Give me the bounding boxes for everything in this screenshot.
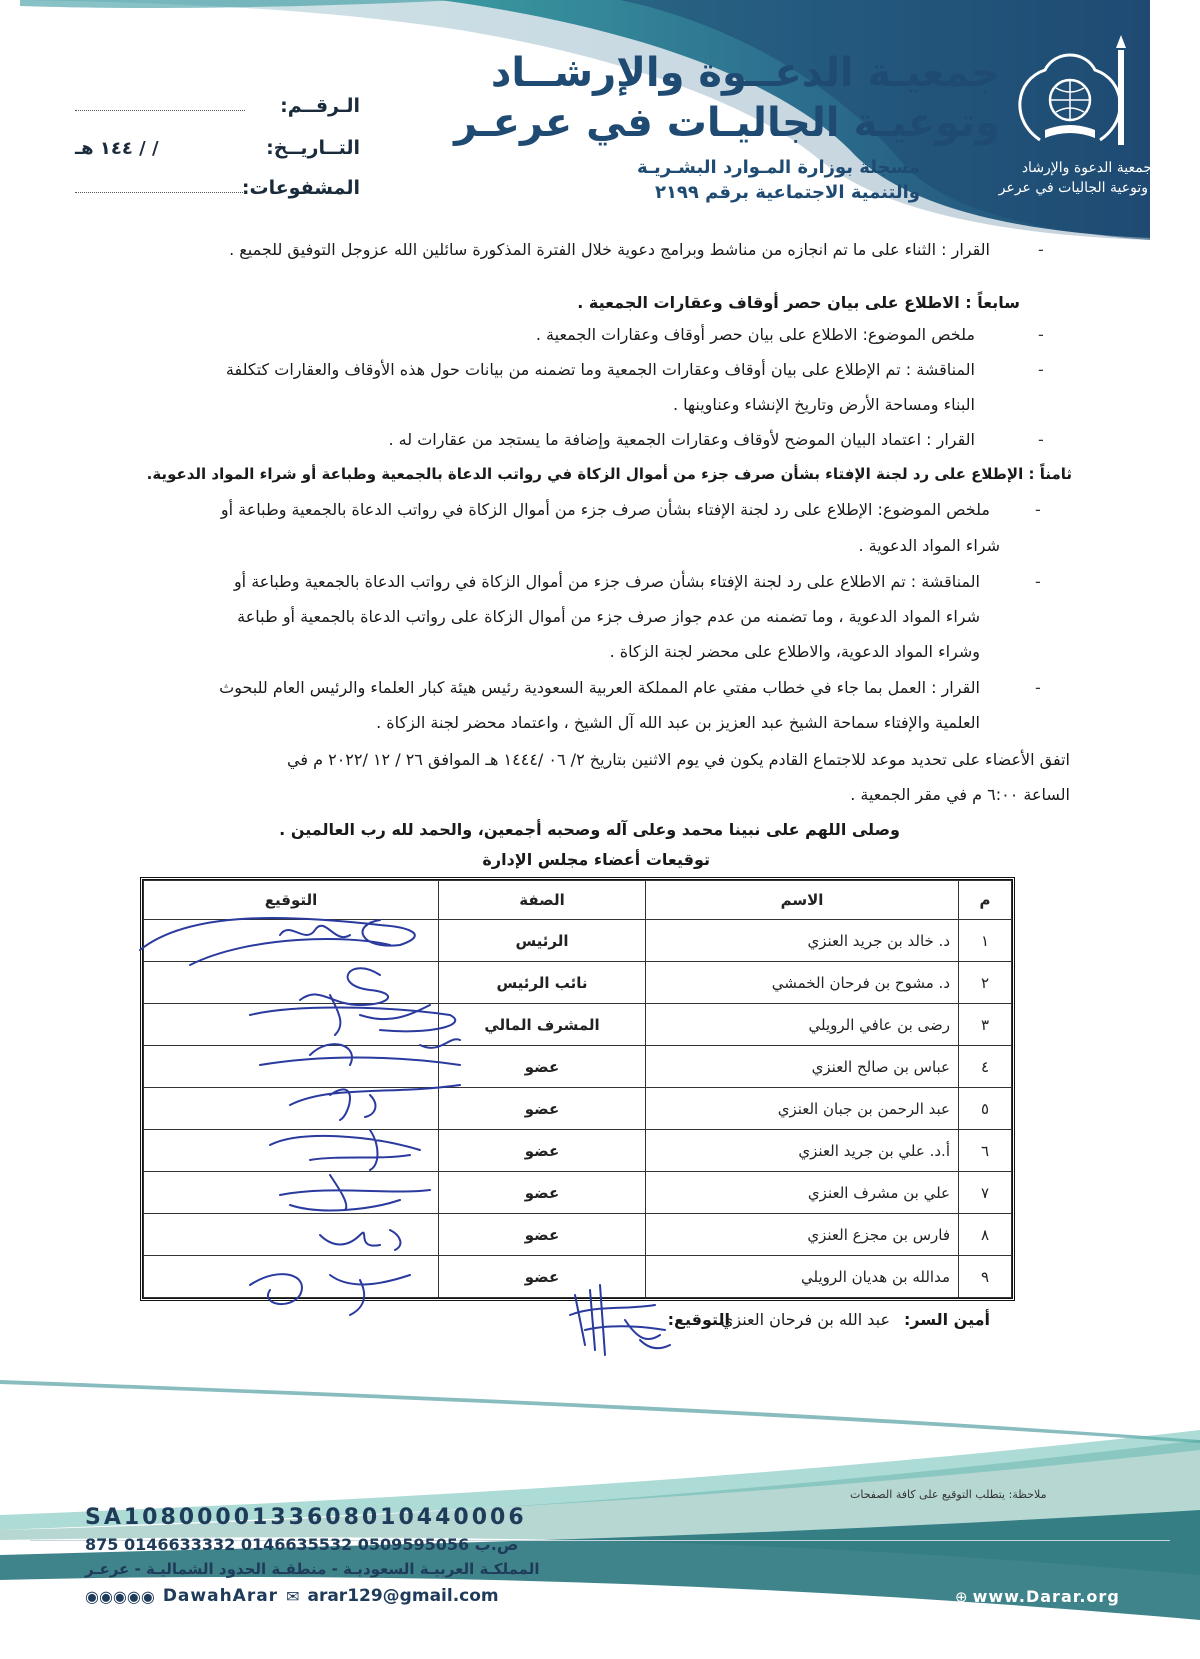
globe-icon: ⊕ [955,1587,968,1606]
member-role: نائب الرئيس [439,962,646,1004]
next-meeting-1: اتفق الأعضاء على تحديد موعد للاجتماع القادم يكون في يوم الاثنين بتاريخ ٢/ ٠٦ /١٤٤٤ هـ الموافق ٢٦ / ١٢ /٢٠٢٢ م في [287,750,1070,769]
section8-discussion-3: وشراء المواد الدعوية، والاطلاع على محضر لجنة الزكاة . [609,642,980,661]
mail-icon: ✉ [286,1586,300,1606]
section7-title: سابعاً : الاطلاع على بيان حصر أوقاف وعقارات الجمعية . [577,293,1020,312]
member-name: د. خالد بن جريد العنزي [646,920,959,962]
website-link[interactable]: www.Darar.org [972,1587,1120,1606]
row-num: ٢ [959,962,1012,1004]
header-name: الاسم [646,881,959,920]
section7-decision: القرار : اعتماد البيان الموضح لأوقاف وعقارات الجمعية وإضافة ما يستجد من عقارات له . [388,430,975,449]
row-num: ٩ [959,1256,1012,1298]
section8-summary-2: شراء المواد الدعوية . [858,536,1000,555]
document-number-field [75,110,245,111]
section7-discussion-1: المناقشة : تم الإطلاع على بيان أوقاف وعقارات الجمعية وما تضمنه من بيانات حول هذه الأوقاف والعقارات كتكلفة [225,360,975,379]
handwritten-signatures [130,905,500,1325]
member-name: مدالله بن هديان الرويلي [646,1256,959,1298]
section8-discussion-2: شراء المواد الدعوية ، وما تضمنه من عدم جواز صرف جزء من أموال الزكاة على رواتب الدعاة بالجمعية أو طباعة [237,607,980,626]
member-name: فارس بن مجزع العنزي [646,1214,959,1256]
closing-prayer: وصلى اللهم على نبينا محمد وعلى آله وصحبه أجمعين، والحمد لله رب العالمين . [279,820,900,839]
document-date-value: / / ١٤٤ هـ [75,138,159,159]
member-name: رضى بن عافي الرويلي [646,1004,959,1046]
member-role: الرئيس [439,920,646,962]
footer-note: ملاحظة: يتطلب التوقيع على كافة الصفحات [850,1488,1047,1501]
member-role: عضو [439,1256,646,1298]
secretary-signature [565,1275,675,1365]
member-role: عضو [439,1172,646,1214]
organization-name-line2: وتوعيـة الجاليـات في عرعـر [454,100,1000,146]
next-meeting-2: الساعة ٦:٠٠ م في مقر الجمعية . [850,785,1070,804]
member-role: عضو [439,1214,646,1256]
member-name: د. مشوح بن فرحان الخمشي [646,962,959,1004]
member-role: عضو [439,1130,646,1172]
section8-discussion-1: المناقشة : تم الاطلاع على رد لجنة الإفتاء بشأن صرف جزء من أموال الزكاة في رواتب الدعاة بالجمعية وطباعة أو [233,572,980,591]
logo-caption-2: وتوعية الجاليات في عرعر [998,180,1148,196]
row-num: ٨ [959,1214,1012,1256]
section7-discussion-2: البناء ومساحة الأرض وتاريخ الإنشاء وعناوينها . [672,395,975,414]
row-num: ٤ [959,1046,1012,1088]
row-num: ٧ [959,1172,1012,1214]
organization-logo [1000,30,1140,170]
header-role: الصفة [439,881,646,920]
section7-summary: ملخص الموضوع: الاطلاع على بيان حصر أوقاف وعقارات الجمعية . [535,325,975,344]
secretary-name: عبد الله بن فرحان العنزي [720,1310,890,1329]
document-date-label: التــاريــخ: [266,137,360,159]
header-signature: التوقيع [144,881,439,920]
registration-line2: والتنمية الاجتماعية برقم ٢١٩٩ [654,182,920,203]
member-role: عضو [439,1046,646,1088]
decision-intro: القرار : الثناء على ما تم انجازه من مناشط وبرامج دعوية خلال الفترة المذكورة سائلين الله عزوجل التوفيق للجميع . [229,240,990,259]
section8-decision-1: القرار : العمل بما جاء في خطاب مفتي عام المملكة العربية السعودية رئيس هيئة كبار العلماء والرئيس العام للبحوث [219,678,980,697]
section8-decision-2: العلمية والإفتاء سماحة الشيخ عبد العزيز بن عبد الله آل الشيخ ، واعتماد محضر لجنة الزكاة . [376,713,980,732]
website-row [955,1587,1120,1606]
member-name: عبد الرحمن بن جبان العنزي [646,1088,959,1130]
member-role: عضو [439,1088,646,1130]
document-number-label: الـرقــم: [280,95,360,117]
social-icons: ◉◉◉◉◉ [85,1586,155,1606]
member-name: عباس بن صالح العنزي [646,1046,959,1088]
table-title: توقيعات أعضاء مجلس الإدارة [482,850,710,869]
attachments-field [75,192,245,193]
header-num: م [959,881,1012,920]
email[interactable]: arar129@gmail.com [307,1586,499,1606]
row-num: ١ [959,920,1012,962]
social-row [85,1586,499,1606]
address: المملكـة العربيـة السعوديـة - منطقـة الحدود الشماليـة - عرعـر [85,1560,540,1578]
row-num: ٥ [959,1088,1012,1130]
contact-numbers: 875 ص.ب 0509595056 0146635532 0146633332 [85,1535,519,1554]
secretary-signature-label: التوقيع: [667,1310,730,1329]
secretary-label: أمين السر: [903,1310,990,1329]
registration-line1: مسجلة بوزارة المـوارد البشـريـة [636,157,920,178]
member-name: علي بن مشرف العنزي [646,1172,959,1214]
member-name: أ.د. علي بن جريد العنزي [646,1130,959,1172]
organization-name-line1: جمعيـة الدعــوة والإرشــاد [490,50,1000,96]
row-num: ٣ [959,1004,1012,1046]
iban-number: SA1080000133608010440006 [85,1505,527,1530]
section8-title: ثامناً : الإطلاع على رد لجنة الإفتاء بشأن صرف جزء من أموال الزكاة في رواتب الدعاة بالجمعية وطباعة أو شراء المواد الدعوية. [146,465,1072,483]
social-handle[interactable]: DawahArar [162,1586,279,1606]
member-role: المشرف المالي [439,1004,646,1046]
logo-caption-1: جمعية الدعوة والإرشاد [1021,160,1152,176]
section8-summary-1: ملخص الموضوع: الإطلاع على رد لجنة الإفتاء بشأن صرف جزء من أموال الزكاة في رواتب الدعاة بالجمعية وطباعة أو [220,500,990,519]
attachments-label: المشفوعات: [241,177,360,199]
row-num: ٦ [959,1130,1012,1172]
